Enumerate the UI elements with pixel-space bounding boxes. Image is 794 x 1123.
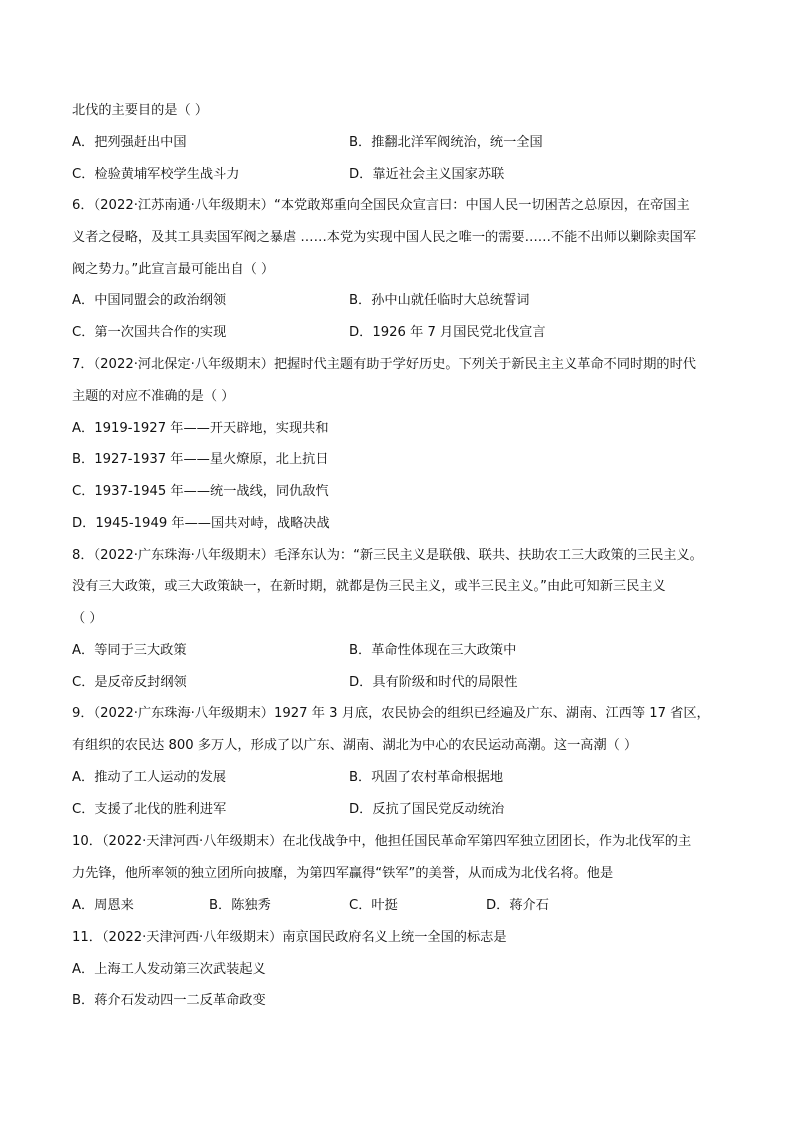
- question-11-option-a: A．上海工人发动第三次武装起义: [72, 962, 266, 977]
- question-8-line-3: （ ）: [72, 611, 103, 626]
- question-10-option-a: A．周恩来: [72, 898, 134, 913]
- question-8-option-a: A．等同于三大政策: [72, 643, 187, 658]
- question-9-option-a: A．推动了工人运动的发展: [72, 770, 227, 785]
- question-8-option-d: D．具有阶级和时代的局限性: [349, 675, 518, 690]
- question-7-option-d: D．1945-1949 年——国共对峙，战略决战: [72, 516, 330, 531]
- option-d: D．靠近社会主义国家苏联: [349, 167, 505, 182]
- question-9-option-c: C．支援了北伐的胜利进军: [72, 802, 227, 817]
- question-10-option-d: D．蒋介石: [486, 898, 549, 913]
- question-6-option-d: D．1926 年 7 月国民党北伐宣言: [349, 325, 546, 340]
- question-11-option-b: B．蒋介石发动四一二反革命政变: [72, 993, 266, 1008]
- question-7-line-2: 主题的对应不准确的是（ ）: [72, 389, 235, 404]
- question-6-option-b: B．孙中山就任临时大总统誓词: [349, 293, 530, 308]
- question-10-line-1: 10．（2022·天津河西·八年级期末）在北伐战争中，他担任国民革命军第四军独立团团长，作为北伐军的主: [72, 834, 692, 849]
- question-stem: 北伐的主要目的是（ ）: [72, 103, 209, 118]
- question-10-line-2: 力先锋，他所率领的独立团所向披靡，为第四军赢得“铁军”的美誉，从而成为北伐名将。他是: [72, 866, 614, 881]
- question-6-line-2: 义者之侵略，及其工具卖国军阀之暴虐 ……本党为实现中国人民之唯一的需要……不能不出师以剿除卖国军: [72, 230, 697, 245]
- option-b: B．推翻北洋军阀统治，统一全国: [349, 135, 543, 150]
- option-a: A．把列强赶出中国: [72, 135, 187, 150]
- question-8-option-c: C．是反帝反封纲领: [72, 675, 187, 690]
- question-8-option-b: B．革命性体现在三大政策中: [349, 643, 517, 658]
- option-c: C．检验黄埔军校学生战斗力: [72, 167, 240, 182]
- question-10-option-b: B．陈独秀: [209, 898, 271, 913]
- question-6-option-a: A．中国同盟会的政治纲领: [72, 293, 227, 308]
- question-8-line-2: 没有三大政策，或三大政策缺一，在新时期，就都是伪三民主义，或半三民主义。”由此可知新三民主义: [72, 579, 666, 594]
- question-7-option-c: C．1937-1945 年——统一战线，同仇敌忾: [72, 484, 329, 499]
- question-7-option-a: A．1919-1927 年——开天辟地，实现共和: [72, 421, 329, 436]
- question-7-line-1: 7．（2022·河北保定·八年级期末）把握时代主题有助于学好历史。下列关于新民主主义革命不同时期的时代: [72, 357, 696, 372]
- question-10-option-c: C．叶挺: [349, 898, 398, 913]
- question-6-option-c: C．第一次国共合作的实现: [72, 325, 227, 340]
- question-9-option-b: B．巩固了农村革命根据地: [349, 770, 504, 785]
- question-6-line-3: 阀之势力。”此宣言最可能出自（ ）: [72, 262, 275, 277]
- question-9-option-d: D．反抗了国民党反动统治: [349, 802, 505, 817]
- question-6-line-1: 6．（2022·江苏南通·八年级期末）“本党敢郑重向全国民众宣言曰：中国人民一切困苦之总原因，在帝国主: [72, 198, 690, 213]
- question-11-line-1: 11．（2022·天津河西·八年级期末）南京国民政府名义上统一全国的标志是: [72, 930, 507, 945]
- question-8-line-1: 8．（2022·广东珠海·八年级期末）毛泽东认为：“新三民主义是联俄、联共、扶助农工三大政策的三民主义。: [72, 548, 703, 563]
- question-7-option-b: B．1927-1937 年——星火燎原，北上抗日: [72, 452, 329, 467]
- question-9-line-1: 9．（2022·广东珠海·八年级期末）1927 年 3 月底，农民协会的组织已经遍及广东、湖南、江西等 17 省区，: [72, 706, 710, 721]
- question-9-line-2: 有组织的农民达 800 多万人，形成了以广东、湖南、湖北为中心的农民运动高潮。这一高潮（ ）: [72, 738, 638, 753]
